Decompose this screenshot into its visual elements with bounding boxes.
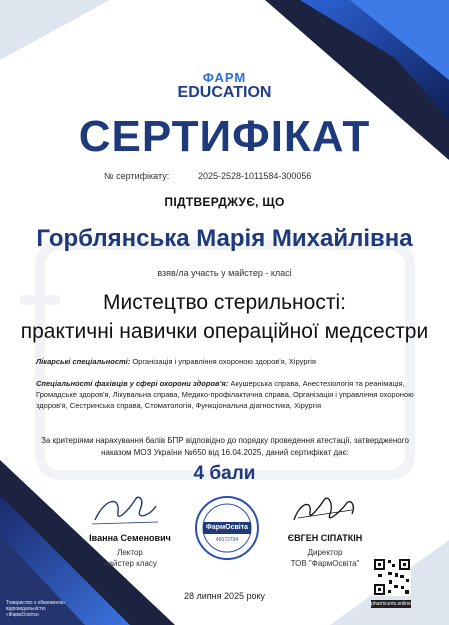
stamp-code: 45072794 [215, 537, 239, 543]
certificate-number: 2025-2528-1011584-300056 [198, 171, 312, 181]
signature-left-role-2: майстер класу [103, 559, 157, 568]
points-value: 4 бали [193, 463, 256, 484]
course-title-line-2: практичні навички операційної медсестри [20, 320, 429, 343]
signature-right-role-2: ТОВ "ФармОсвіта" [290, 559, 360, 568]
signature-right-scribble [290, 490, 360, 532]
logo-education-text: EDUCATION [177, 84, 272, 101]
doctor-specialties [36, 356, 416, 367]
certificate-number-label: № сертифікату: [104, 171, 170, 181]
qr-caption: pharmcerts.online [371, 601, 411, 607]
criteria-text: За критеріями нарахування балів БПР відповідно до порядку проведення атестації, затвердженого наказом МОЗ України №650 від 16.04.2025, даний сертифікат дає: [41, 436, 409, 457]
company-stamp [194, 495, 260, 561]
issue-date: 28 липня 2025 року [183, 591, 266, 601]
footer-company-note: Товариство з обмеженою відповідальністю «ФармОсвіта» [6, 600, 65, 618]
participation-text: взяв/ла участь у майстер - класі [157, 268, 292, 278]
signature-right-name: ЄВГЕН СІПАТКІН [287, 533, 363, 543]
health-specialties-label: Спеціальності фахівців у сфері охорони здоров'я: [36, 379, 229, 388]
signature-left-role-1: Лектор [117, 548, 143, 557]
health-specialties [36, 378, 416, 411]
health-specialties-value: Акушерська справа, Анестезіологія та реанімація, Громадське здоров'я, Лікувальна справа, Медико-профілактична справа, Організація і управління охороною здоров'я, Сестринська справа, Стоматологія, Функціональна діагностика, Хірургія [36, 379, 414, 410]
doctor-specialties-value: Організація і управління охороною здоров'я, Хірургія [132, 357, 316, 366]
signature-right-role-1: Директор [307, 548, 343, 557]
course-title-line-1: Мистецтво стерильності: [103, 291, 346, 314]
signature-left-scribble [90, 488, 160, 530]
logo-farm-text: ФАРМ [202, 70, 247, 85]
certificate-title: СЕРТИФІКАТ [78, 112, 371, 161]
doctor-specialties-label: Лікарські спеціальності: [36, 357, 131, 366]
stamp-name: ФармОсвіта [205, 524, 249, 531]
confirm-heading: ПІДТВЕРДЖУЄ, ЩО [164, 195, 285, 209]
signature-left-name: Івaнна Семенович [89, 533, 171, 543]
recipient-name: Горблянська Марія Михайлівна [36, 225, 413, 252]
